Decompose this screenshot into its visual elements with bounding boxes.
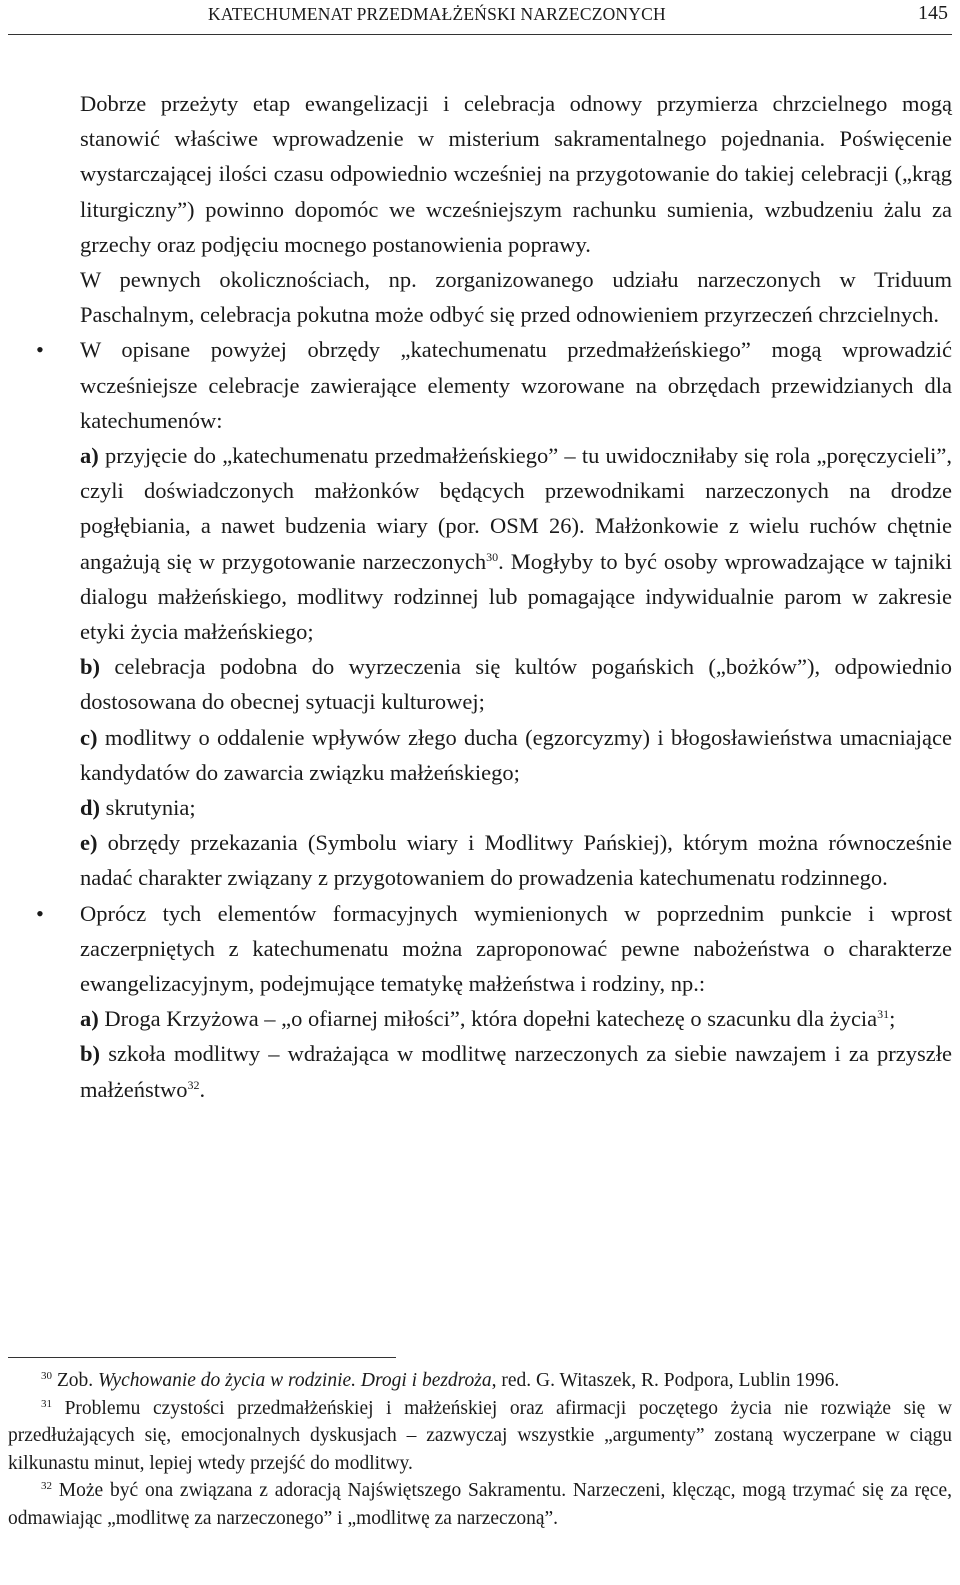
footnote-divider — [8, 1357, 396, 1358]
list-item-d — [80, 790, 952, 825]
item-text: obrzędy przekazania (Symbolu wiary i Modlitwy Pańskiej), którym można równocześnie nadać charakter związany z przygotowaniem do prowadzenia katechumenatu rodzinnego. — [80, 830, 953, 891]
item-text: Droga Krzyżowa – „o ofiarnej miłości”, która dopełni katechezę o szacunku dla życia — [104, 1006, 878, 1032]
footnote-32 — [8, 1477, 952, 1532]
running-title: KATECHUMENAT PRZEDMAŁŻEŃSKI NARZECZONYCH — [208, 4, 666, 24]
item-label: c) — [80, 724, 98, 750]
footnote-31 — [8, 1395, 952, 1478]
list-item-a — [80, 1001, 952, 1036]
footnote-text: , red. G. Witaszek, R. Podpora, Lublin 1996. — [491, 1370, 840, 1391]
running-header — [8, 0, 952, 35]
item-label: e) — [80, 830, 98, 856]
footnote-text: Może być ona związana z adoracją Najświętszego Sakramentu. Narzeczeni, klęcząc, mogą trzymać się za ręce, odmawiając „modlitwę za narzeczonego” i „modlitwę za narzeczoną”. — [8, 1480, 952, 1529]
footnote-text: Problemu czystości przedmałżeńskiej i małżeńskiej oraz afirmacji poczętego życia nie rozwiąże się w przedłużających się, emocjonalnych dyskusjach – zazwyczaj wszystkie „argumenty” zostaną wyczerpane w ciągu kilkunastu minut, lepiej wtedy przejść do modlitwy. — [8, 1397, 952, 1474]
bullet-icon: • — [36, 337, 44, 363]
main-text — [36, 86, 953, 1107]
punctuation: ; — [889, 1006, 896, 1032]
item-text: skrutynia; — [105, 795, 196, 821]
list-item-b — [80, 1036, 952, 1106]
footnote-number: 30 — [41, 1370, 52, 1382]
bullet-intro: Oprócz tych elementów formacyjnych wymienionych w poprzednim punkcie i wprost zaczerpniętych z katechumenatu można zaproponować pewne nabożeństwa o charakterze ewangelizacyjnym, podejmujące tematykę małżeństwa i rodziny, np.: — [80, 900, 952, 997]
item-text: . Mogłyby to być osoby wprowadzające w tajniki dialogu małżeńskiego, modlitwy rodzinnej lub pomagające indywidualnie parom w zakresie etyki życia małżeńskiego; — [80, 548, 953, 645]
footnote-30 — [8, 1367, 952, 1395]
footnote-ref: 31 — [877, 1007, 890, 1022]
item-label: d) — [80, 795, 101, 821]
paragraph: W pewnych okolicznościach, np. zorganizowanego udziału narzeczonych w Triduum Paschalnym, celebracja pokutna może odbyć się przed odnowieniem przyrzeczeń chrzcielnych. — [80, 267, 952, 328]
footnote-ref: 30 — [486, 549, 499, 564]
list-item-e — [80, 825, 952, 895]
item-text: modlitwy o oddalenie wpływów złego ducha (egzorcyzmy) i błogosławieństwa umacniające kandydatów do zawarcia związku małżeńskiego; — [80, 724, 952, 785]
item-text: szkoła modlitwy – wdrażająca w modlitwę narzeczonych za siebie nawzajem i za przyszłe małżeństwo — [80, 1041, 953, 1102]
item-label: a) — [80, 443, 99, 469]
bullet-icon: • — [36, 900, 44, 926]
item-label: b) — [80, 654, 101, 680]
item-label: b) — [80, 1041, 101, 1067]
item-label: a) — [80, 1006, 99, 1032]
footnote-ref: 32 — [187, 1077, 200, 1092]
list-item-c — [80, 720, 952, 790]
footnote-number: 31 — [41, 1397, 52, 1410]
bullet-item — [36, 896, 953, 1107]
item-text: celebracja podobna do wyrzeczenia się kultów pogańskich („bożków”), odpowiednio dostosowana do obecnej sytuacji kulturowej; — [80, 654, 952, 715]
footnote-number: 32 — [41, 1480, 52, 1493]
footnotes — [8, 1367, 952, 1533]
bullet-intro: W opisane powyżej obrzędy „katechumenatu przedmałżeńskiego” mogą wprowadzić wcześniejsze celebracje zawierające elementy wzorowane na obrzędach przewidzianych dla katechumenów: — [80, 337, 952, 433]
cited-title: Wychowanie do życia w rodzinie. Drogi i bezdroża — [98, 1370, 492, 1391]
item-text: przyjęcie do „katechumenatu przedmałżeńskiego” – tu uwidoczniłaby się rola „poręczycieli”, czyli doświadczonych małżonków będących przewodnikami narzeczonych na drodze pogłębiania, a nawet budzenia wiary (por. OSM 26). Małżonkowie z wielu ruchów chętnie angażują się w przygotowanie narzeczonych — [80, 443, 953, 574]
list-item-b — [80, 649, 952, 719]
punctuation: . — [199, 1076, 206, 1102]
bullet-item — [36, 332, 953, 895]
page-number: 145 — [918, 2, 948, 24]
list-item-a — [80, 438, 952, 649]
footnote-text: Zob. — [52, 1370, 99, 1391]
paragraph: Dobrze przeżyty etap ewangelizacji i celebracja odnowy przymierza chrzcielnego mogą stanowić właściwe wprowadzenie w misterium sakramentalnego pojednania. Poświęcenie wystarczającej ilości czasu odpowiednio wcześniej na przygotowanie do takiej celebracji („krąg liturgiczny”) powinno dopomóc we wcześniejszym rachunku sumienia, wzbudzeniu żalu za grzechy oraz podjęciu mocnego postanowienia poprawy. — [80, 91, 952, 257]
